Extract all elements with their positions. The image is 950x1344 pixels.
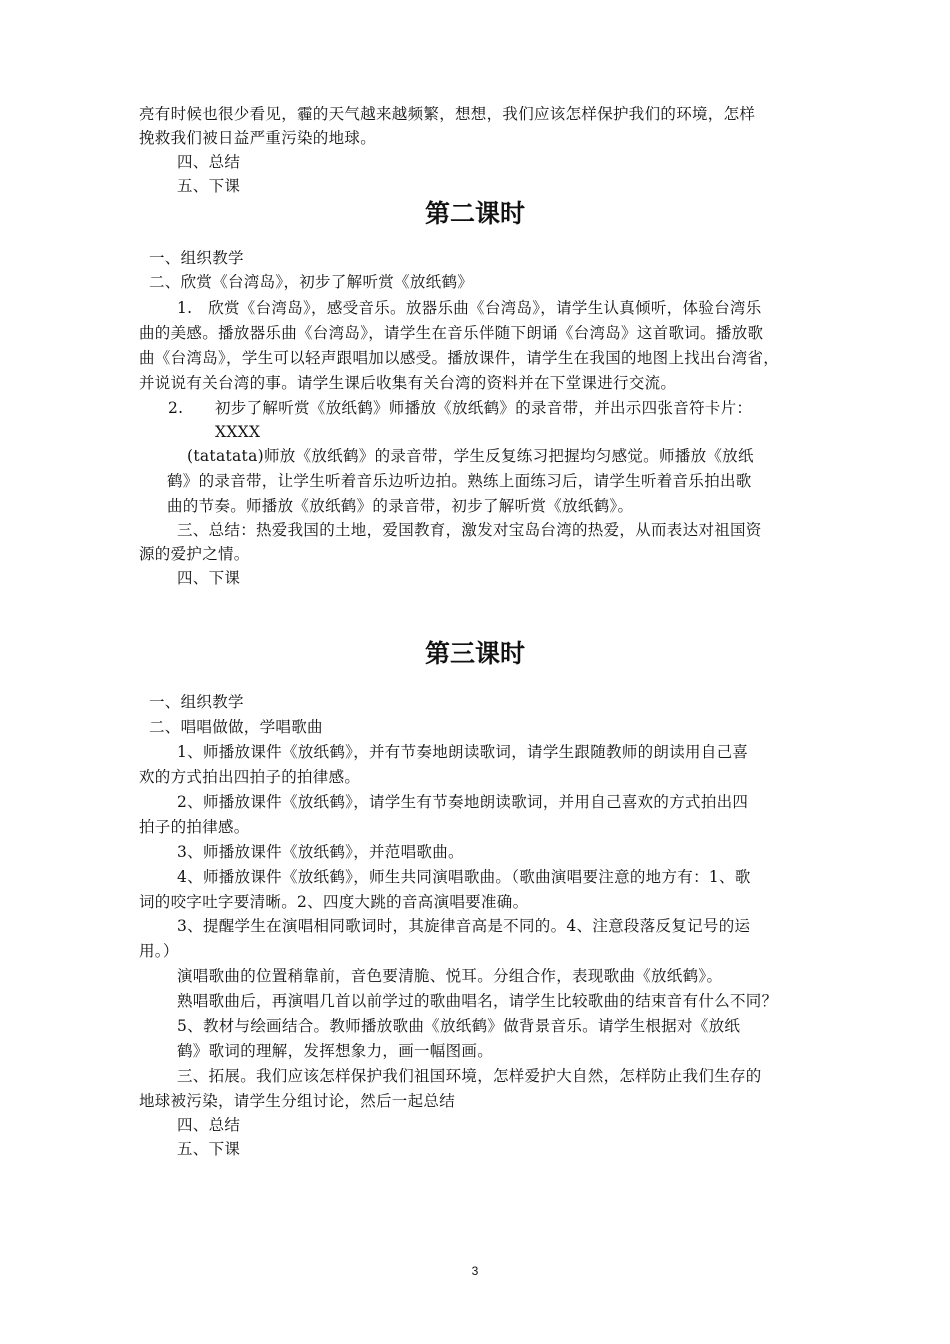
paragraph-line: 3、提醒学生在演唱相同歌词时，其旋律音高是不同的。4、注意段落反复记号的运: [177, 917, 751, 935]
paragraph-line: 亮有时候也很少看见，霾的天气越来越频繁，想想，我们应该怎样保护我们的环境，怎样: [139, 105, 756, 123]
rhythm-notation: XXXX: [215, 423, 261, 441]
paragraph-line: 曲《台湾岛》，学生可以轻声跟唱加以感受。播放课件，请学生在我国的地图上找出台湾省，: [139, 349, 780, 367]
paragraph-line: 4、师播放课件《放纸鹤》，师生共同演唱歌曲。（歌曲演唱要注意的地方有：1、歌: [177, 868, 751, 886]
paragraph-line: 5、教材与绘画结合。教师播放歌曲《放纸鹤》做背景音乐。请学生根据对《放纸: [177, 1017, 741, 1035]
paragraph-line: 熟唱歌曲后，再演唱几首以前学过的歌曲唱名，请学生比较歌曲的结束音有什么不同？: [177, 992, 778, 1010]
section-item: 四、总结: [177, 1116, 241, 1134]
section-item: 五、下课: [177, 177, 241, 195]
paragraph-line: 曲的美感。播放器乐曲《台湾岛》，请学生在音乐伴随下朗诵《台湾岛》这首歌词。播放歌: [139, 324, 764, 342]
paragraph-line: 1. 欣赏《台湾岛》，感受音乐。放器乐曲《台湾岛》，请学生认真倾听，体验台湾乐: [177, 299, 762, 317]
paragraph-line: 鹤》歌词的理解，发挥想象力，画一幅图画。: [177, 1042, 494, 1060]
section-item: 一、组织教学: [149, 249, 244, 267]
paragraph-line: 曲的节奏。师播放《放纸鹤》的录音带，初步了解听赏《放纸鹤》。: [167, 497, 634, 515]
page-number: 3: [471, 1264, 479, 1278]
section-item: 一、组织教学: [149, 693, 244, 711]
paragraph-line: 拍子的拍律感。: [139, 818, 250, 836]
lesson3-title: 第三课时: [424, 639, 525, 668]
paragraph-line: 并说说有关台湾的事。请学生课后收集有关台湾的资料并在下堂课进行交流。: [139, 374, 677, 392]
paragraph-line: 鹤》的录音带，让学生听着音乐边听边拍。熟练上面练习后，请学生听着音乐拍出歌: [167, 472, 752, 490]
paragraph-line: 欢的方式拍出四拍子的拍律感。: [139, 768, 361, 786]
section-item: 四、总结: [177, 153, 241, 171]
paragraph-line: 1、师播放课件《放纸鹤》，并有节奏地朗读歌词，请学生跟随教师的朗读用自己喜: [177, 743, 749, 761]
lesson2-title: 第二课时: [424, 199, 525, 228]
paragraph-line: 源的爱护之情。: [139, 545, 250, 563]
section-item: 四、下课: [177, 569, 241, 587]
section-item: 二、唱唱做做，学唱歌曲: [149, 718, 323, 736]
section-item: 五、下课: [177, 1140, 241, 1158]
paragraph-line: 2. 初步了解听赏《放纸鹤》师播放《放纸鹤》的录音带，并出示四张音符卡片：: [168, 399, 753, 417]
paragraph-line: 地球被污染，请学生分组讨论，然后一起总结: [139, 1092, 456, 1110]
paragraph-line: 3、师播放课件《放纸鹤》，并范唱歌曲。: [177, 843, 464, 861]
paragraph-line: 三、总结：热爱我国的土地，爱国教育，激发对宝岛台湾的热爱，从而表达对祖国资: [177, 521, 762, 539]
paragraph-line: 词的咬字吐字要清晰。2、四度大跳的音高演唱要准确。: [139, 893, 529, 911]
section-item: 二、欣赏《台湾岛》，初步了解听赏《放纸鹤》: [149, 273, 474, 291]
paragraph-line: 用。）: [139, 942, 179, 960]
paragraph-line: 2、师播放课件《放纸鹤》，请学生有节奏地朗读歌词，并用自己喜欢的方式拍出四: [177, 793, 749, 811]
paragraph-line: 演唱歌曲的位置稍靠前，音色要清脆、悦耳。分组合作，表现歌曲《放纸鹤》。: [177, 967, 723, 985]
paragraph-line: 挽救我们被日益严重污染的地球。: [139, 129, 377, 147]
paragraph-line: (tatatata)师放《放纸鹤》的录音带，学生反复练习把握均匀感觉。师播放《放纸: [187, 447, 754, 465]
paragraph-line: 三、拓展。我们应该怎样保护我们祖国环境，怎样爱护大自然，怎样防止我们生存的: [177, 1067, 762, 1085]
